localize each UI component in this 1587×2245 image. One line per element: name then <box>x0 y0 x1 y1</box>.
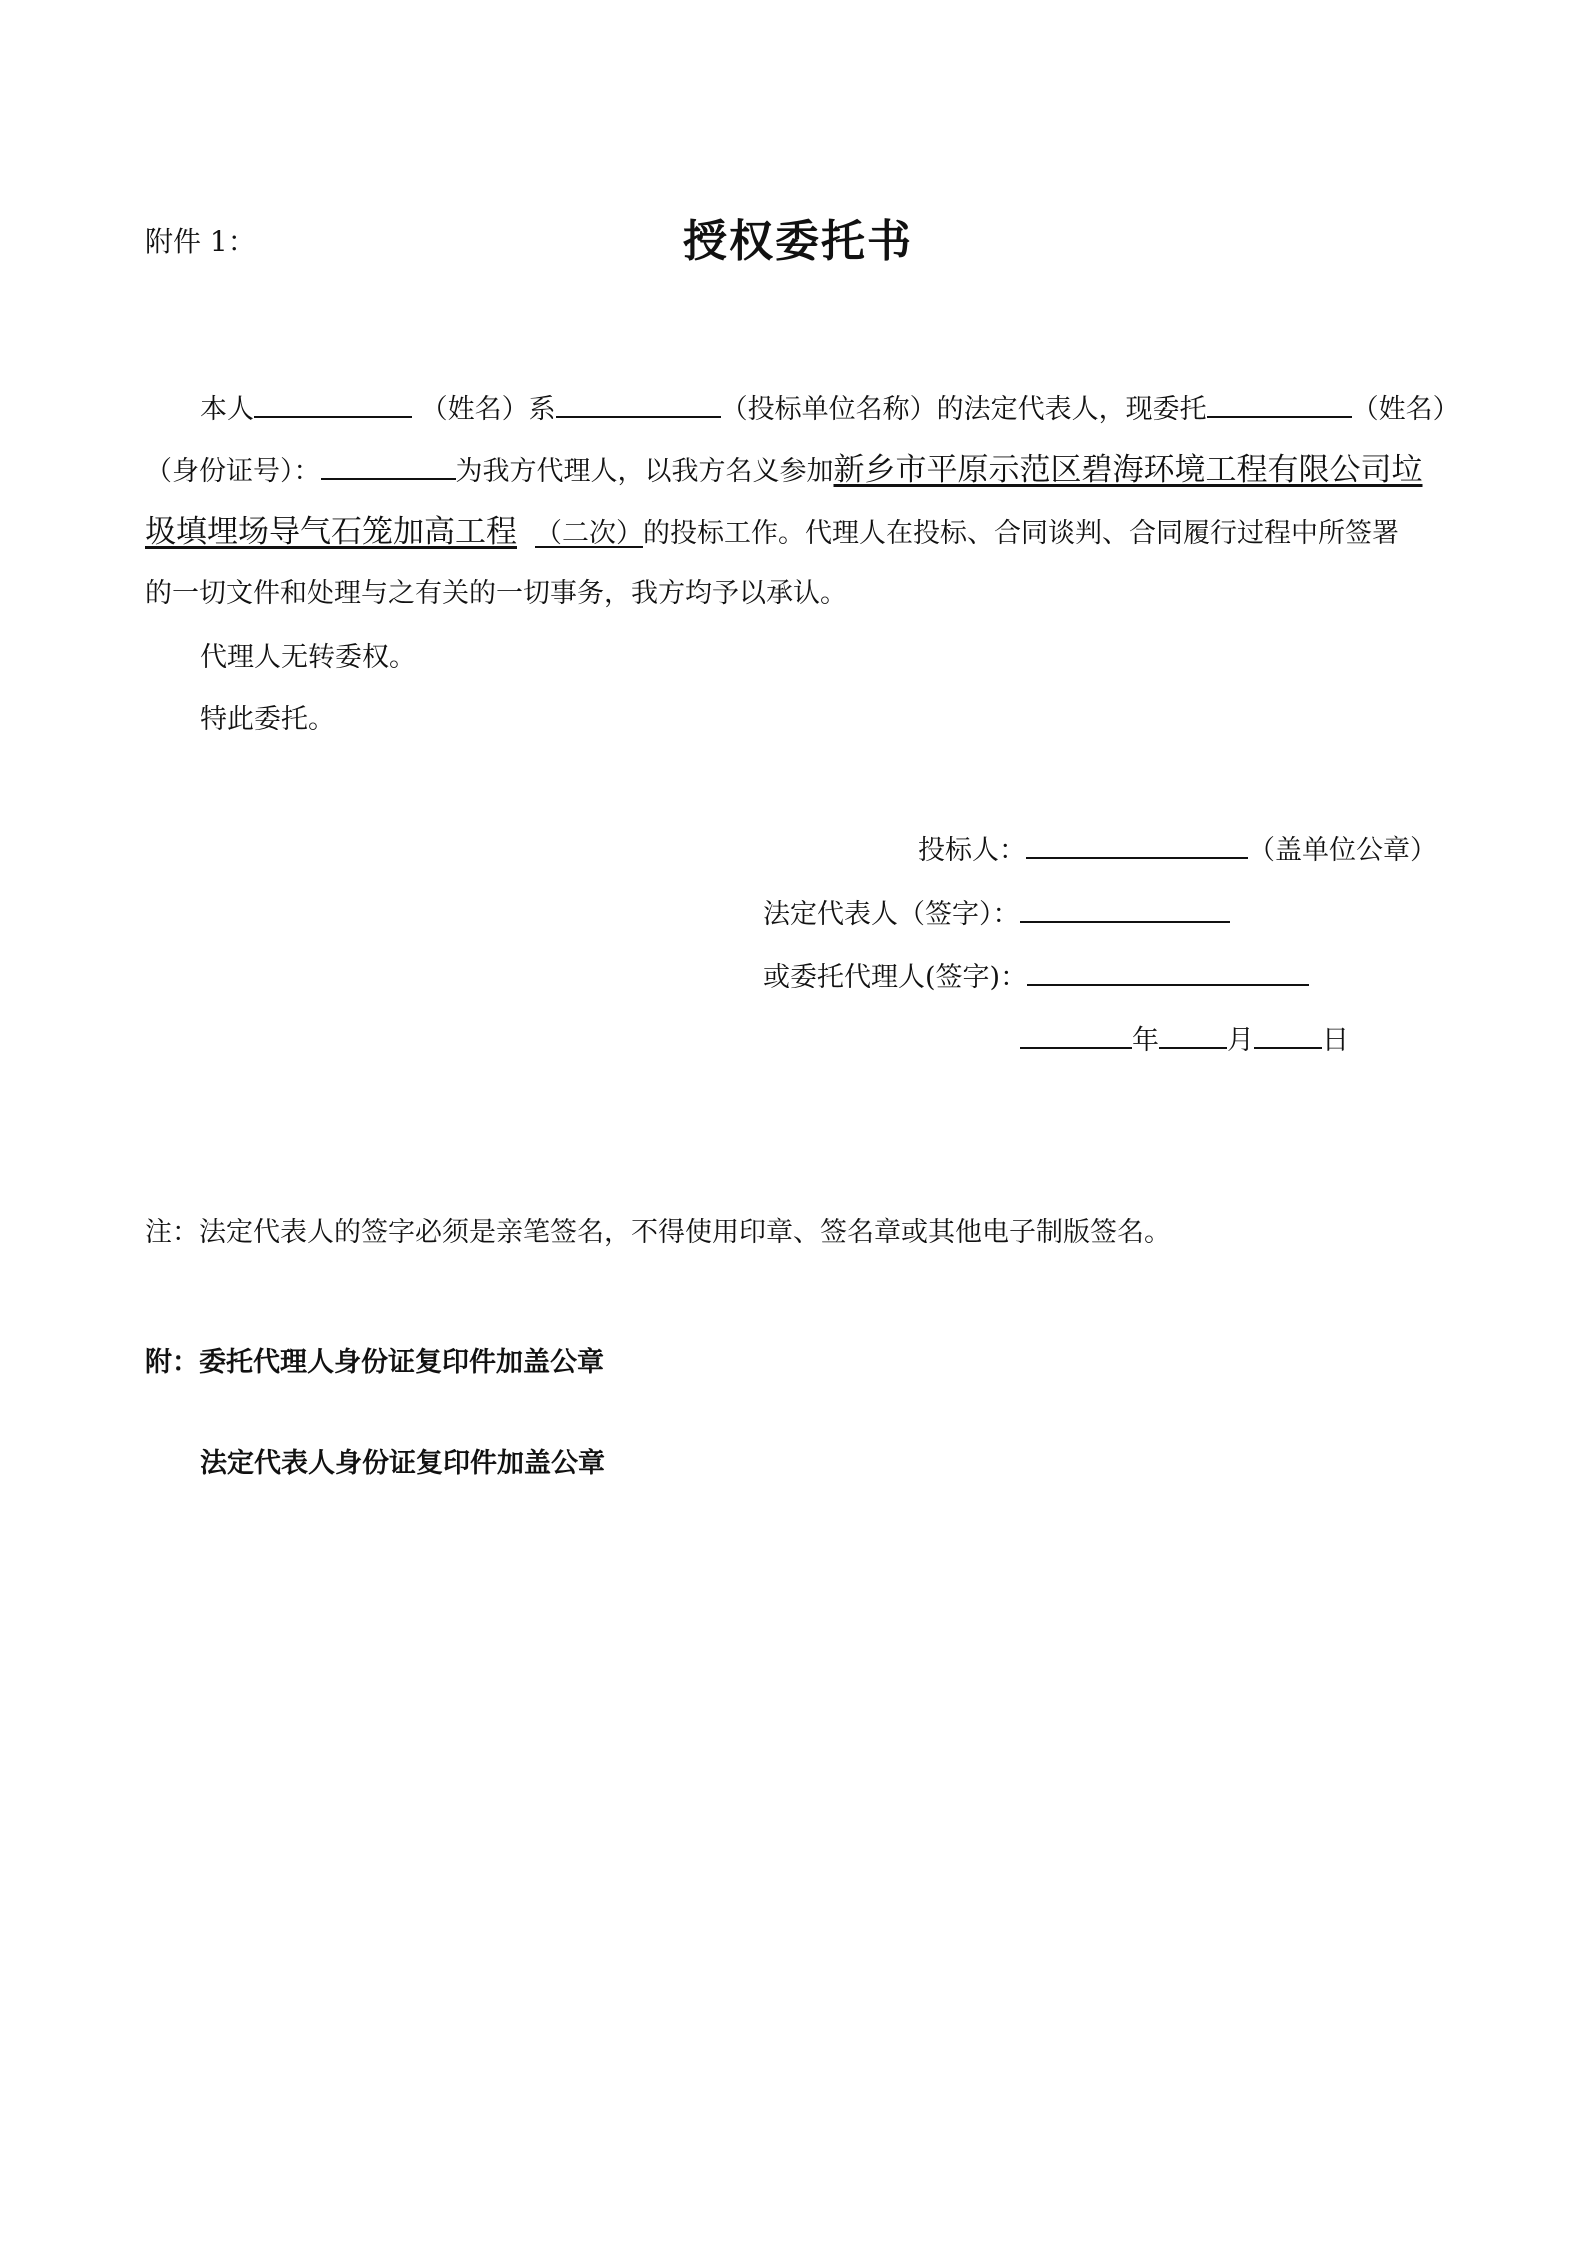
text-segment: 本人 <box>200 394 254 425</box>
project-name: 新乡市平原示范区碧海环境工程有限公司垃 <box>833 452 1423 488</box>
text-segment: 的投标工作。代理人在投标、合同谈判、合同履行过程中所签署 <box>643 518 1399 549</box>
project-round: （二次） <box>535 518 643 549</box>
document-title: 授权委托书 <box>683 216 913 267</box>
text-segment: （姓名）系 <box>420 394 556 425</box>
text-segment: （投标单位名称）的法定代表人，现委托 <box>720 394 1207 425</box>
bidder-line <box>918 828 1437 867</box>
agent-name-blank <box>1207 388 1352 418</box>
year-label: 年 <box>1132 1025 1159 1056</box>
name-blank <box>254 388 412 418</box>
month-blank <box>1159 1019 1227 1049</box>
body-line-5: 代理人无转委权。 <box>200 642 416 673</box>
agent-line <box>763 955 1309 994</box>
agent-label: 或委托代理人(签字)： <box>763 962 1028 993</box>
body-line-6: 特此委托。 <box>200 704 335 735</box>
legal-rep-label: 法定代表人（签字）： <box>763 899 1020 930</box>
text-segment: （身份证号）： <box>145 456 321 487</box>
day-label: 日 <box>1322 1025 1349 1056</box>
bidder-blank <box>1026 829 1248 859</box>
body-line-1 <box>200 388 1460 430</box>
body-line-4: 的一切文件和处理与之有关的一切事务，我方均予以承认。 <box>145 578 847 609</box>
body-line-3 <box>145 512 1399 554</box>
bidder-suffix: （盖单位公章） <box>1248 835 1437 866</box>
text-segment: 为我方代理人，以我方名义参加 <box>455 456 834 487</box>
year-blank <box>1020 1019 1132 1049</box>
appendix-line-1: 附：委托代理人身份证复印件加盖公章 <box>145 1347 604 1378</box>
company-blank <box>556 388 721 418</box>
project-name: 圾填埋场导气石笼加高工程 <box>145 514 517 550</box>
date-line <box>1020 1018 1349 1057</box>
agent-blank <box>1027 956 1309 986</box>
attachment-label: 附件 1： <box>145 225 256 258</box>
appendix-line-2: 法定代表人身份证复印件加盖公章 <box>200 1448 605 1479</box>
legal-rep-line <box>763 892 1230 931</box>
month-label: 月 <box>1227 1025 1254 1056</box>
bidder-label: 投标人： <box>918 835 1026 866</box>
id-number-blank <box>321 450 456 480</box>
legal-rep-blank <box>1020 893 1230 923</box>
text-segment: （姓名） <box>1351 394 1460 425</box>
day-blank <box>1254 1019 1322 1049</box>
signature-note: 注：法定代表人的签字必须是亲笔签名，不得使用印章、签名章或其他电子制版签名。 <box>145 1217 1171 1248</box>
body-line-2 <box>145 450 1423 492</box>
